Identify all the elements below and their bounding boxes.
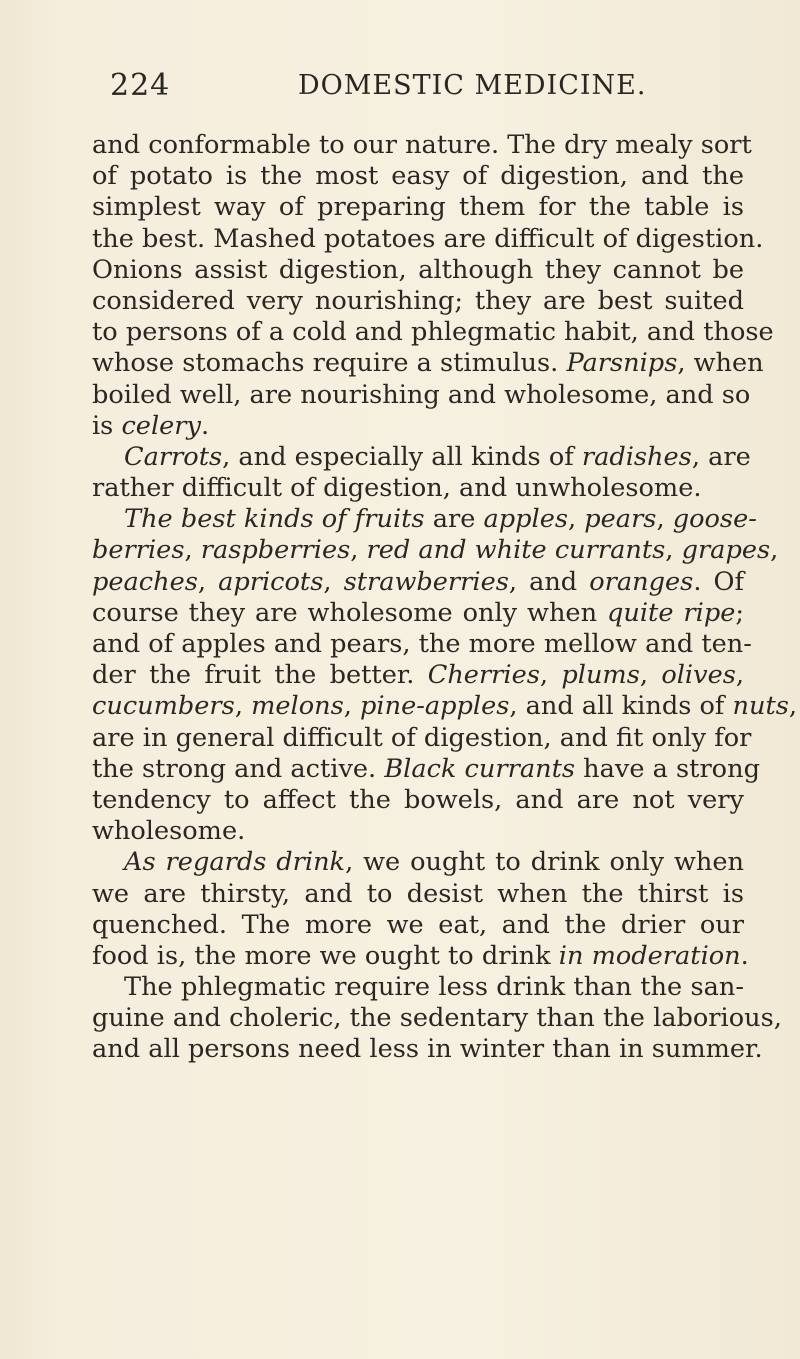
italic-text: berries bbox=[92, 535, 185, 566]
text-line bbox=[92, 223, 764, 255]
text-segment: , bbox=[343, 691, 361, 722]
text-segment: and of apples and pears, the more mellow and ten- bbox=[92, 629, 752, 659]
text-line bbox=[92, 473, 744, 504]
text-line bbox=[92, 598, 744, 629]
text-segment: the best. Mashed potatoes are difficult of digestion. bbox=[92, 223, 764, 254]
text-segment: wholesome. bbox=[92, 816, 246, 847]
text-segment: we are thirsty, and to desist when the thirst is bbox=[92, 878, 744, 909]
text-segment: of potato is the most easy of digestion, and the bbox=[92, 161, 744, 192]
text-segment: whose stomachs require a stimulus. bbox=[92, 348, 567, 379]
text-line bbox=[92, 161, 744, 192]
text-line bbox=[92, 785, 744, 816]
italic-text: cucumbers bbox=[92, 691, 235, 722]
italic-text: Parsnips bbox=[566, 348, 678, 379]
text-segment: the strong and active. bbox=[92, 753, 385, 784]
italic-text: raspberries bbox=[200, 535, 351, 566]
text-segment: , bbox=[184, 535, 201, 566]
text-segment: and conformable to our nature. The dry mealy sort bbox=[92, 130, 752, 160]
text-segment: , bbox=[197, 566, 219, 597]
text-segment: , bbox=[665, 535, 682, 566]
italic-text: Carrots bbox=[124, 441, 223, 472]
italic-text: strawberries bbox=[343, 566, 509, 597]
text-line bbox=[92, 722, 752, 754]
italic-text: As regards drink bbox=[124, 847, 346, 878]
text-segment: is bbox=[92, 410, 122, 441]
text-segment: , and bbox=[508, 566, 590, 597]
text-segment: considered very nourishing; they are best suited bbox=[92, 285, 744, 316]
text-segment: , bbox=[656, 504, 673, 535]
text-line bbox=[92, 411, 744, 442]
italic-text: pears bbox=[584, 504, 657, 535]
text-line bbox=[92, 192, 744, 223]
text-segment: , bbox=[234, 691, 252, 722]
text-segment: are bbox=[424, 504, 484, 535]
italic-text: quite ripe bbox=[607, 597, 736, 628]
italic-text: oranges bbox=[589, 566, 694, 597]
page-header bbox=[0, 68, 800, 108]
text-segment: , bbox=[323, 566, 344, 597]
text-segment: , we ought to drink only when bbox=[345, 847, 744, 878]
text-segment: , and all kinds of bbox=[509, 691, 733, 722]
italic-text: grapes bbox=[681, 535, 771, 566]
text-line bbox=[92, 660, 744, 691]
text-line bbox=[92, 348, 764, 379]
text-line bbox=[92, 753, 760, 785]
text-line bbox=[92, 910, 744, 941]
italic-text: Black currants bbox=[384, 753, 576, 784]
text-line bbox=[92, 629, 752, 660]
italic-text: red and white currants bbox=[366, 535, 666, 566]
text-segment: , bbox=[350, 535, 367, 566]
text-segment: The phlegmatic require less drink than the san- bbox=[124, 972, 744, 1003]
italic-text: Cherries bbox=[427, 660, 540, 691]
italic-text: in moderation bbox=[558, 940, 741, 971]
text-segment: and all persons need less in winter than in summer. bbox=[92, 1034, 763, 1065]
text-line bbox=[92, 317, 774, 348]
running-head: DOMESTIC MEDICINE. bbox=[298, 70, 647, 101]
text-segment: simplest way of preparing them for the table is bbox=[92, 192, 744, 223]
text-line bbox=[92, 1034, 763, 1065]
text-line bbox=[92, 255, 744, 286]
text-segment: food is, the more we ought to drink bbox=[92, 940, 559, 971]
italic-text: nuts bbox=[732, 691, 789, 722]
text-segment: der the fruit the better. bbox=[92, 660, 428, 691]
italic-text: goose- bbox=[672, 504, 757, 535]
text-line bbox=[92, 847, 744, 878]
italic-text: melons bbox=[251, 691, 344, 722]
text-segment: . Of bbox=[693, 566, 744, 597]
text-line bbox=[92, 972, 744, 1003]
text-segment: course they are wholesome only when bbox=[92, 597, 607, 628]
text-segment: boiled well, are nourishing and wholesome, and so bbox=[92, 379, 751, 410]
text-segment: Onions assist digestion, although they cannot be bbox=[92, 254, 744, 285]
text-line bbox=[92, 504, 757, 535]
text-segment: quenched. The more we eat, and the drier our bbox=[92, 909, 744, 940]
italic-text: apricots bbox=[218, 566, 324, 597]
text-segment: , bbox=[788, 691, 798, 722]
text-line bbox=[92, 1003, 782, 1034]
text-segment: , and especially all kinds of bbox=[222, 441, 582, 472]
text-segment: ; bbox=[735, 597, 744, 628]
text-segment: are in general difficult of digestion, and fit only for bbox=[92, 722, 752, 753]
italic-text: pine-apples bbox=[360, 691, 510, 722]
text-segment: , bbox=[639, 660, 662, 691]
italic-text: plums bbox=[561, 660, 640, 691]
text-line bbox=[92, 379, 751, 411]
text-line bbox=[92, 879, 744, 910]
text-line bbox=[92, 940, 749, 972]
text-segment: , when bbox=[677, 348, 764, 379]
text-segment: , bbox=[568, 504, 585, 535]
text-segment: rather difficult of digestion, and unwholesome. bbox=[92, 473, 702, 504]
text-segment: guine and choleric, the sedentary than the laborious, bbox=[92, 1003, 782, 1034]
italic-text: apples bbox=[483, 504, 568, 535]
italic-text: peaches bbox=[92, 566, 198, 597]
text-line bbox=[92, 567, 744, 598]
text-line bbox=[92, 691, 798, 722]
text-segment: , bbox=[539, 660, 562, 691]
text-segment: , bbox=[770, 535, 779, 566]
text-line bbox=[92, 816, 744, 847]
text-segment: tendency to affect the bowels, and are not very bbox=[92, 784, 744, 815]
text-line bbox=[92, 441, 751, 473]
italic-text: The best kinds of fruits bbox=[124, 504, 425, 535]
text-line bbox=[92, 535, 779, 566]
text-segment: , bbox=[735, 660, 744, 691]
body-text bbox=[92, 130, 798, 1066]
text-segment: to persons of a cold and phlegmatic habit, and those bbox=[92, 317, 774, 348]
text-line bbox=[92, 286, 744, 317]
text-segment: , are bbox=[691, 441, 751, 472]
text-segment: . bbox=[740, 940, 749, 971]
italic-text: olives bbox=[661, 660, 736, 691]
text-segment: have a strong bbox=[575, 753, 760, 784]
text-line bbox=[92, 130, 752, 161]
page-number: 224 bbox=[110, 68, 171, 103]
italic-text: celery bbox=[121, 410, 201, 441]
text-segment: . bbox=[200, 410, 210, 441]
italic-text: radishes bbox=[581, 441, 692, 472]
